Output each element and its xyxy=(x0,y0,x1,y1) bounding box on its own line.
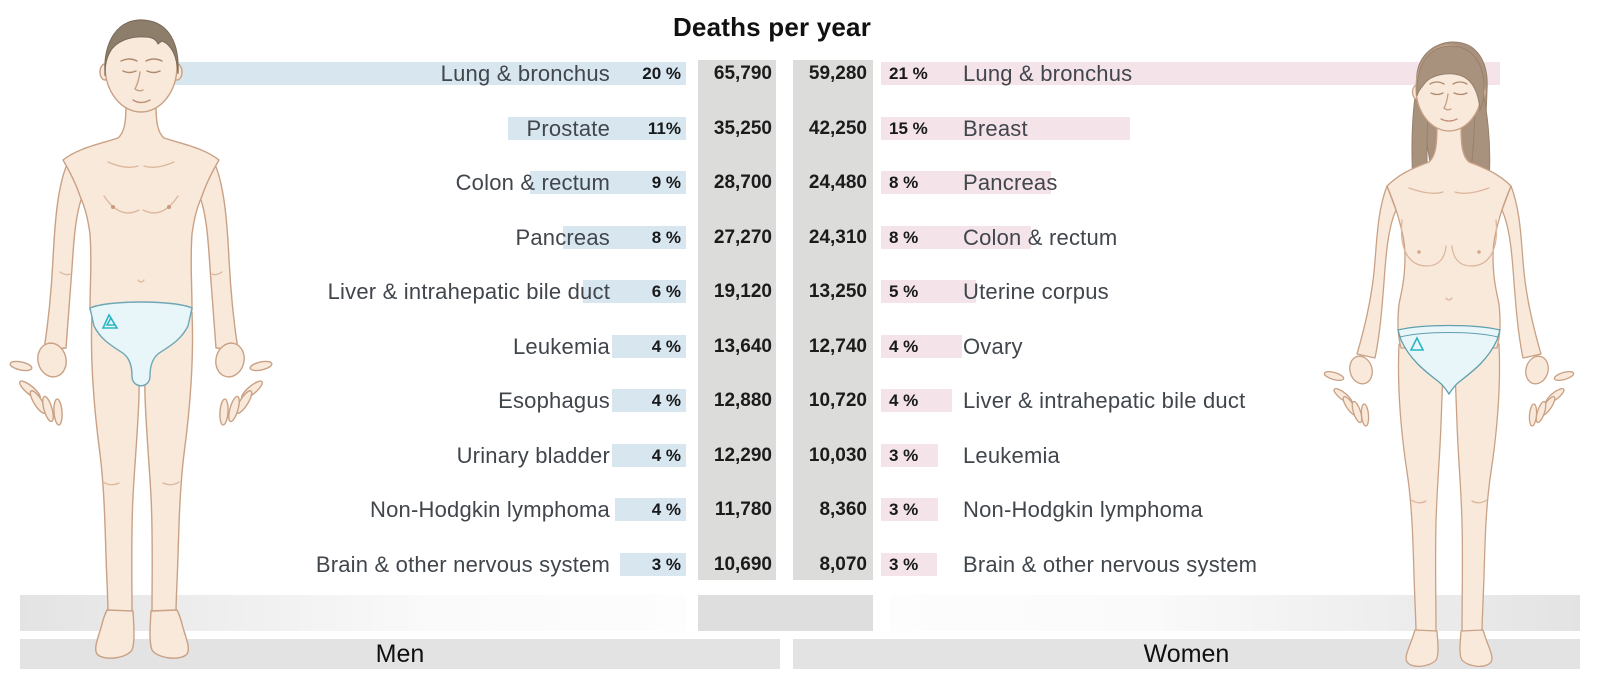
women-deaths-value: 12,740 xyxy=(808,335,867,357)
women-cancer-label: Pancreas xyxy=(963,170,1058,196)
men-percent-value: 4 % xyxy=(651,500,681,520)
men-percent-value: 8 % xyxy=(651,227,681,247)
women-cancer-label: Leukemia xyxy=(963,442,1060,468)
men-cancer-label: Prostate xyxy=(526,115,610,141)
men-cancer-label: Liver & intrahepatic bile duct xyxy=(327,279,610,305)
women-cancer-label: Colon & rectum xyxy=(963,224,1118,250)
women-cancer-label: Liver & intrahepatic bile duct xyxy=(963,388,1246,414)
women-percent-value: 8 % xyxy=(889,173,919,193)
women-percent-value: 3 % xyxy=(889,554,919,574)
men-cancer-label: Pancreas xyxy=(515,224,610,250)
women-deaths-value: 24,310 xyxy=(808,226,867,248)
women-footer-label: Women xyxy=(1143,640,1230,668)
man-anatomy-illustration xyxy=(8,14,308,670)
women-percent-value: 8 % xyxy=(889,227,919,247)
women-cancer-label: Brain & other nervous system xyxy=(963,551,1258,577)
male-right-hand xyxy=(212,340,272,425)
women-deaths-value: 10,720 xyxy=(808,390,867,412)
men-percent-value: 4 % xyxy=(651,336,681,356)
men-deaths-value: 10,690 xyxy=(713,553,772,575)
women-cancer-label: Lung & bronchus xyxy=(963,61,1133,86)
men-deaths-value: 19,120 xyxy=(713,281,772,303)
men-percent-value: 9 % xyxy=(651,173,681,193)
men-deaths-value: 65,790 xyxy=(713,63,772,84)
female-right-hand xyxy=(1523,354,1575,427)
women-deaths-value: 42,250 xyxy=(808,117,867,139)
men-deaths-value: 11,780 xyxy=(714,499,772,521)
women-cancer-label: Ovary xyxy=(963,333,1023,359)
men-cancer-label: Colon & rectum xyxy=(455,170,610,196)
men-deaths-value: 12,880 xyxy=(713,390,772,412)
men-cancer-label: Urinary bladder xyxy=(456,442,610,468)
men-cancer-label: Non-Hodgkin lymphoma xyxy=(370,497,610,523)
men-percent-value: 3 % xyxy=(651,554,681,574)
men-percent-value: 4 % xyxy=(651,445,681,465)
women-percent-value: 4 % xyxy=(889,391,919,411)
women-cancer-label: Uterine corpus xyxy=(963,279,1109,305)
men-deaths-value: 13,640 xyxy=(713,335,772,357)
female-left-hand xyxy=(1323,354,1375,427)
women-cancer-label: Non-Hodgkin lymphoma xyxy=(963,497,1203,523)
women-percent-value: 5 % xyxy=(889,282,919,302)
men-percent-value: 4 % xyxy=(651,391,681,411)
women-percent-value: 3 % xyxy=(889,500,919,520)
women-percent-value: 21 % xyxy=(889,64,928,83)
men-percent-value: 20 % xyxy=(642,64,681,83)
women-cancer-label: Breast xyxy=(963,115,1028,141)
men-cancer-label: Brain & other nervous system xyxy=(315,551,610,577)
men-percent-value: 11% xyxy=(647,118,681,138)
men-percent-value: 6 % xyxy=(651,282,681,302)
men-footer-label: Men xyxy=(375,640,425,668)
women-deaths-value: 8,070 xyxy=(819,553,867,575)
women-percent-value: 15 % xyxy=(889,118,928,138)
women-deaths-value: 8,360 xyxy=(819,499,867,521)
women-deaths-value: 10,030 xyxy=(808,444,867,466)
women-deaths-value: 59,280 xyxy=(808,63,867,84)
men-deaths-value: 12,290 xyxy=(713,444,772,466)
women-percent-value: 3 % xyxy=(889,445,919,465)
men-deaths-value: 28,700 xyxy=(713,172,772,194)
women-percent-value: 4 % xyxy=(889,336,919,356)
men-deaths-value: 27,270 xyxy=(713,226,772,248)
chart-title: Deaths per year xyxy=(672,12,872,42)
women-deaths-value: 24,480 xyxy=(808,172,867,194)
woman-anatomy-illustration xyxy=(1295,40,1590,672)
male-left-hand xyxy=(9,340,69,425)
men-cancer-label: Esophagus xyxy=(498,388,610,414)
men-deaths-value: 35,250 xyxy=(713,117,772,139)
women-deaths-value: 13,250 xyxy=(808,281,867,303)
men-cancer-label: Lung & bronchus xyxy=(440,61,610,86)
men-cancer-label: Leukemia xyxy=(513,333,610,359)
